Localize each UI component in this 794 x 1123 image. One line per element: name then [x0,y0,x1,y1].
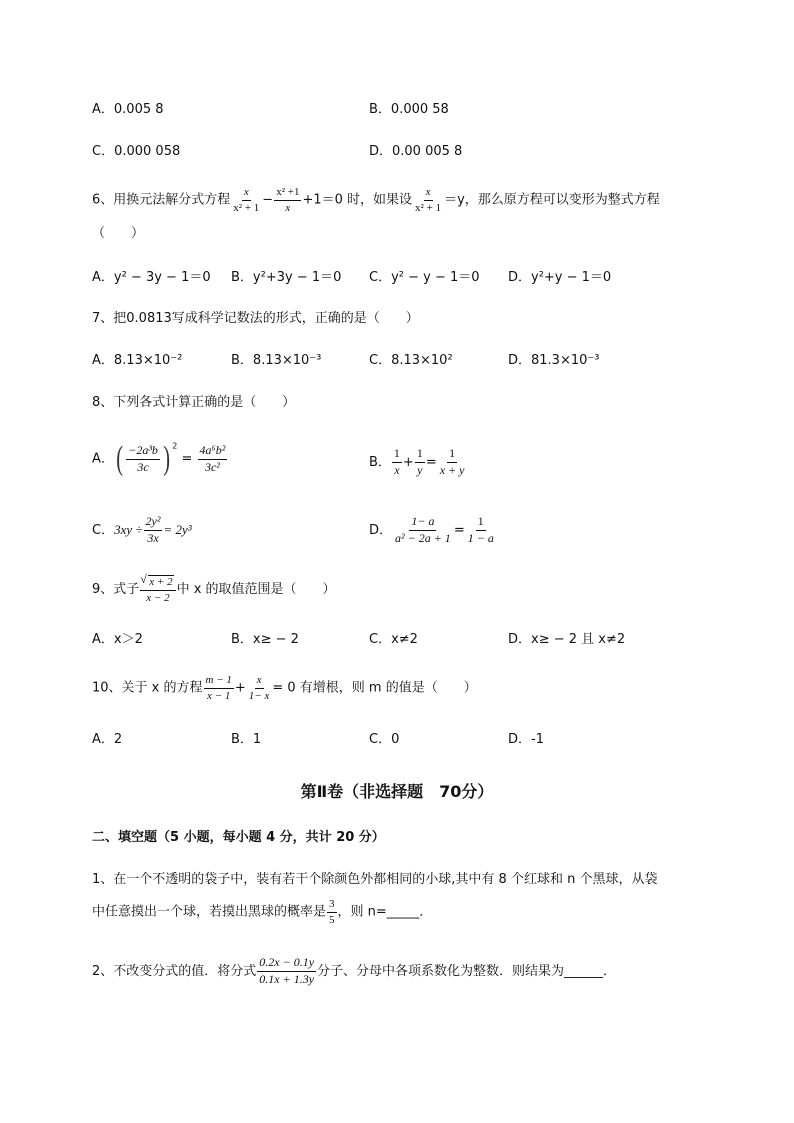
q6-fraction-1 [231,186,261,214]
q8-a-label: A． [92,451,114,467]
q9-option-c: C．x≠2 [369,632,418,647]
q7-option-d: D．81.3×10⁻³ [508,353,600,368]
q6-option-d: D．y²+y − 1＝0 [508,270,612,285]
q8-d-equals: = [453,522,465,538]
fill2-prefix: 2、不改变分式的值．将分式 [92,963,257,979]
q8-b-f1-num: 1 [392,447,402,463]
q6-fraction-3 [413,186,443,214]
q8-d-result [466,515,496,546]
q8-b-frac1 [392,447,402,478]
q8-b-result [438,447,467,478]
q6-frac3-num: x [424,186,433,201]
q8-d-den: a² − 2a + 1 [395,530,451,545]
q7-stem: 7、把0.0813写成科学记数法的形式，正确的是（ ） [92,311,419,326]
q10-suffix: = 0 有增根，则 m 的值是（ ） [272,680,477,696]
fill1-frac-num: 3 [327,898,337,913]
q7-option-b: B．8.13×10⁻³ [231,353,322,368]
q7-option-a: A．8.13×10⁻² [92,353,183,368]
q5-option-b: B．0.000 58 [369,102,449,117]
q10-option-d: D．-1 [508,732,544,747]
q8-c-fraction [144,515,163,546]
q6-option-a: A．y² − 3y − 1＝0 [92,270,211,285]
q8-stem: 8、下列各式计算正确的是（ ） [92,395,296,410]
q8-option-a [92,442,228,476]
q10-f1-den: x − 1 [207,689,231,702]
q8-c-right: = 2y³ [163,521,192,537]
q8-a-left-paren: ( [116,440,123,477]
q9-fraction [140,575,175,604]
q8-b-f1-den: x [394,462,400,477]
fill1-line2-prefix: 中任意摸出一个球，若摸出黑球的概率是 [92,904,327,920]
q6-stem [92,186,660,214]
q6-prefix: 6、用换元法解分式方程 [92,192,231,208]
q8-b-r-den: x + y [439,462,465,477]
q8-c-den: 3x [147,530,159,545]
q6-mid: +1＝0 时，如果设 [302,192,413,208]
fill2-fraction [257,956,316,987]
q10-option-c: C．0 [369,732,400,747]
q8-d-fraction [393,515,453,546]
q8-a-equals: = [181,451,193,467]
q8-a-result-den: 3c² [204,459,220,474]
q6-frac1-den: x² + 1 [233,201,260,214]
q5-option-a: A．0.005 8 [92,102,164,117]
q8-c-num: 2y² [144,515,163,531]
fill1-line1: 1、在一个不透明的袋子中，装有若干个除颜色外都相同的小球,其中有 8 个红球和 n 个黑球，从袋 [92,872,658,887]
q10-f1-num: m − 1 [204,674,234,689]
q9-num [140,575,175,591]
q8-option-b [369,447,467,478]
q8-b-f2-den: y [417,462,423,477]
q9-option-b: B．x≥ − 2 [231,632,299,647]
q9-sqrt: √ x + 2 [148,575,173,589]
q8-b-frac2 [415,447,425,478]
q6-option-b: B．y²+3y − 1＝0 [231,270,342,285]
q8-a-result [198,444,228,475]
fill1-frac-den: 5 [329,913,335,926]
q8-a-den: 3c [137,459,149,474]
q7-option-c: C．8.13×10² [369,353,453,368]
q6-suffix: ＝y，那么原方程可以变形为整式方程 [444,192,660,208]
q9-option-a: A．x＞2 [92,632,143,647]
q8-a-result-num: 4a⁶b² [198,444,228,460]
q10-prefix: 10、关于 x 的方程 [92,680,203,696]
q6-frac2-den: x [285,201,291,214]
q6-frac3-den: x² + 1 [415,201,442,214]
q6-frac2-num: x² +1 [274,186,301,201]
q10-option-b: B．1 [231,732,262,747]
q8-b-f2-num: 1 [415,447,425,463]
q10-plus: + [234,680,246,696]
q8-c-left: 3xy ÷ [114,521,143,537]
fill1-line2-suffix: ，则 n=_____． [337,904,433,920]
q10-stem [92,674,477,703]
q8-a-exponent: 2 [172,441,178,451]
q8-b-plus: + [402,454,414,470]
q8-b-label: B． [369,454,391,470]
q10-option-a: A．2 [92,732,123,747]
q9-den: x − 2 [146,591,170,604]
q9-suffix: 中 x 的取值范围是（ ） [176,582,336,598]
q8-d-num: 1− a [409,515,436,531]
q8-a-right-paren: ) [163,440,170,477]
q8-b-r-num: 1 [447,447,457,463]
q9-prefix: 9、式子 [92,582,140,598]
q9-stem [92,575,336,604]
q5-option-d: D．0.00 005 8 [369,144,463,159]
q8-d-r-num: 1 [476,515,486,531]
q8-a-num: −2a³b [126,444,160,460]
q9-option-d: D．x≥ − 2 且 x≠2 [508,632,626,647]
fill1-fraction [327,898,337,926]
q8-d-r-den: 1 − a [467,530,494,545]
part2-title: 第Ⅱ卷（非选择题 70分） [300,782,494,801]
q8-option-d [369,515,497,546]
q8-d-label: D． [369,522,393,538]
section-heading: 二、填空题（5 小题，每小题 4 分，共计 20 分） [92,830,385,845]
q10-fraction-2 [247,674,272,702]
q8-b-equals: = [425,454,437,470]
fill1-line2 [92,898,432,927]
fill2-frac-num: 0.2x − 0.1y [257,956,316,972]
q6-option-c: C．y² − y − 1＝0 [369,270,480,285]
q8-c-label: C． [92,522,115,538]
q6-answer-paren: （ ） [92,226,145,241]
fill2-stem [92,956,616,987]
q8-option-c [92,515,192,546]
q8-a-fraction [126,444,160,475]
fill2-suffix: 分子、分母中各项系数化为整数．则结果为______． [317,963,617,979]
q10-f2-den: 1− x [248,689,270,702]
fill2-frac-den: 0.1x + 1.3y [259,971,315,986]
q10-f2-num: x [255,674,264,689]
q10-fraction-1 [204,674,234,702]
q6-fraction-2 [274,186,301,214]
q5-option-c: C．0.000 058 [92,144,181,159]
q6-frac1-num: x [242,186,251,201]
q6-minus: − [262,192,274,208]
